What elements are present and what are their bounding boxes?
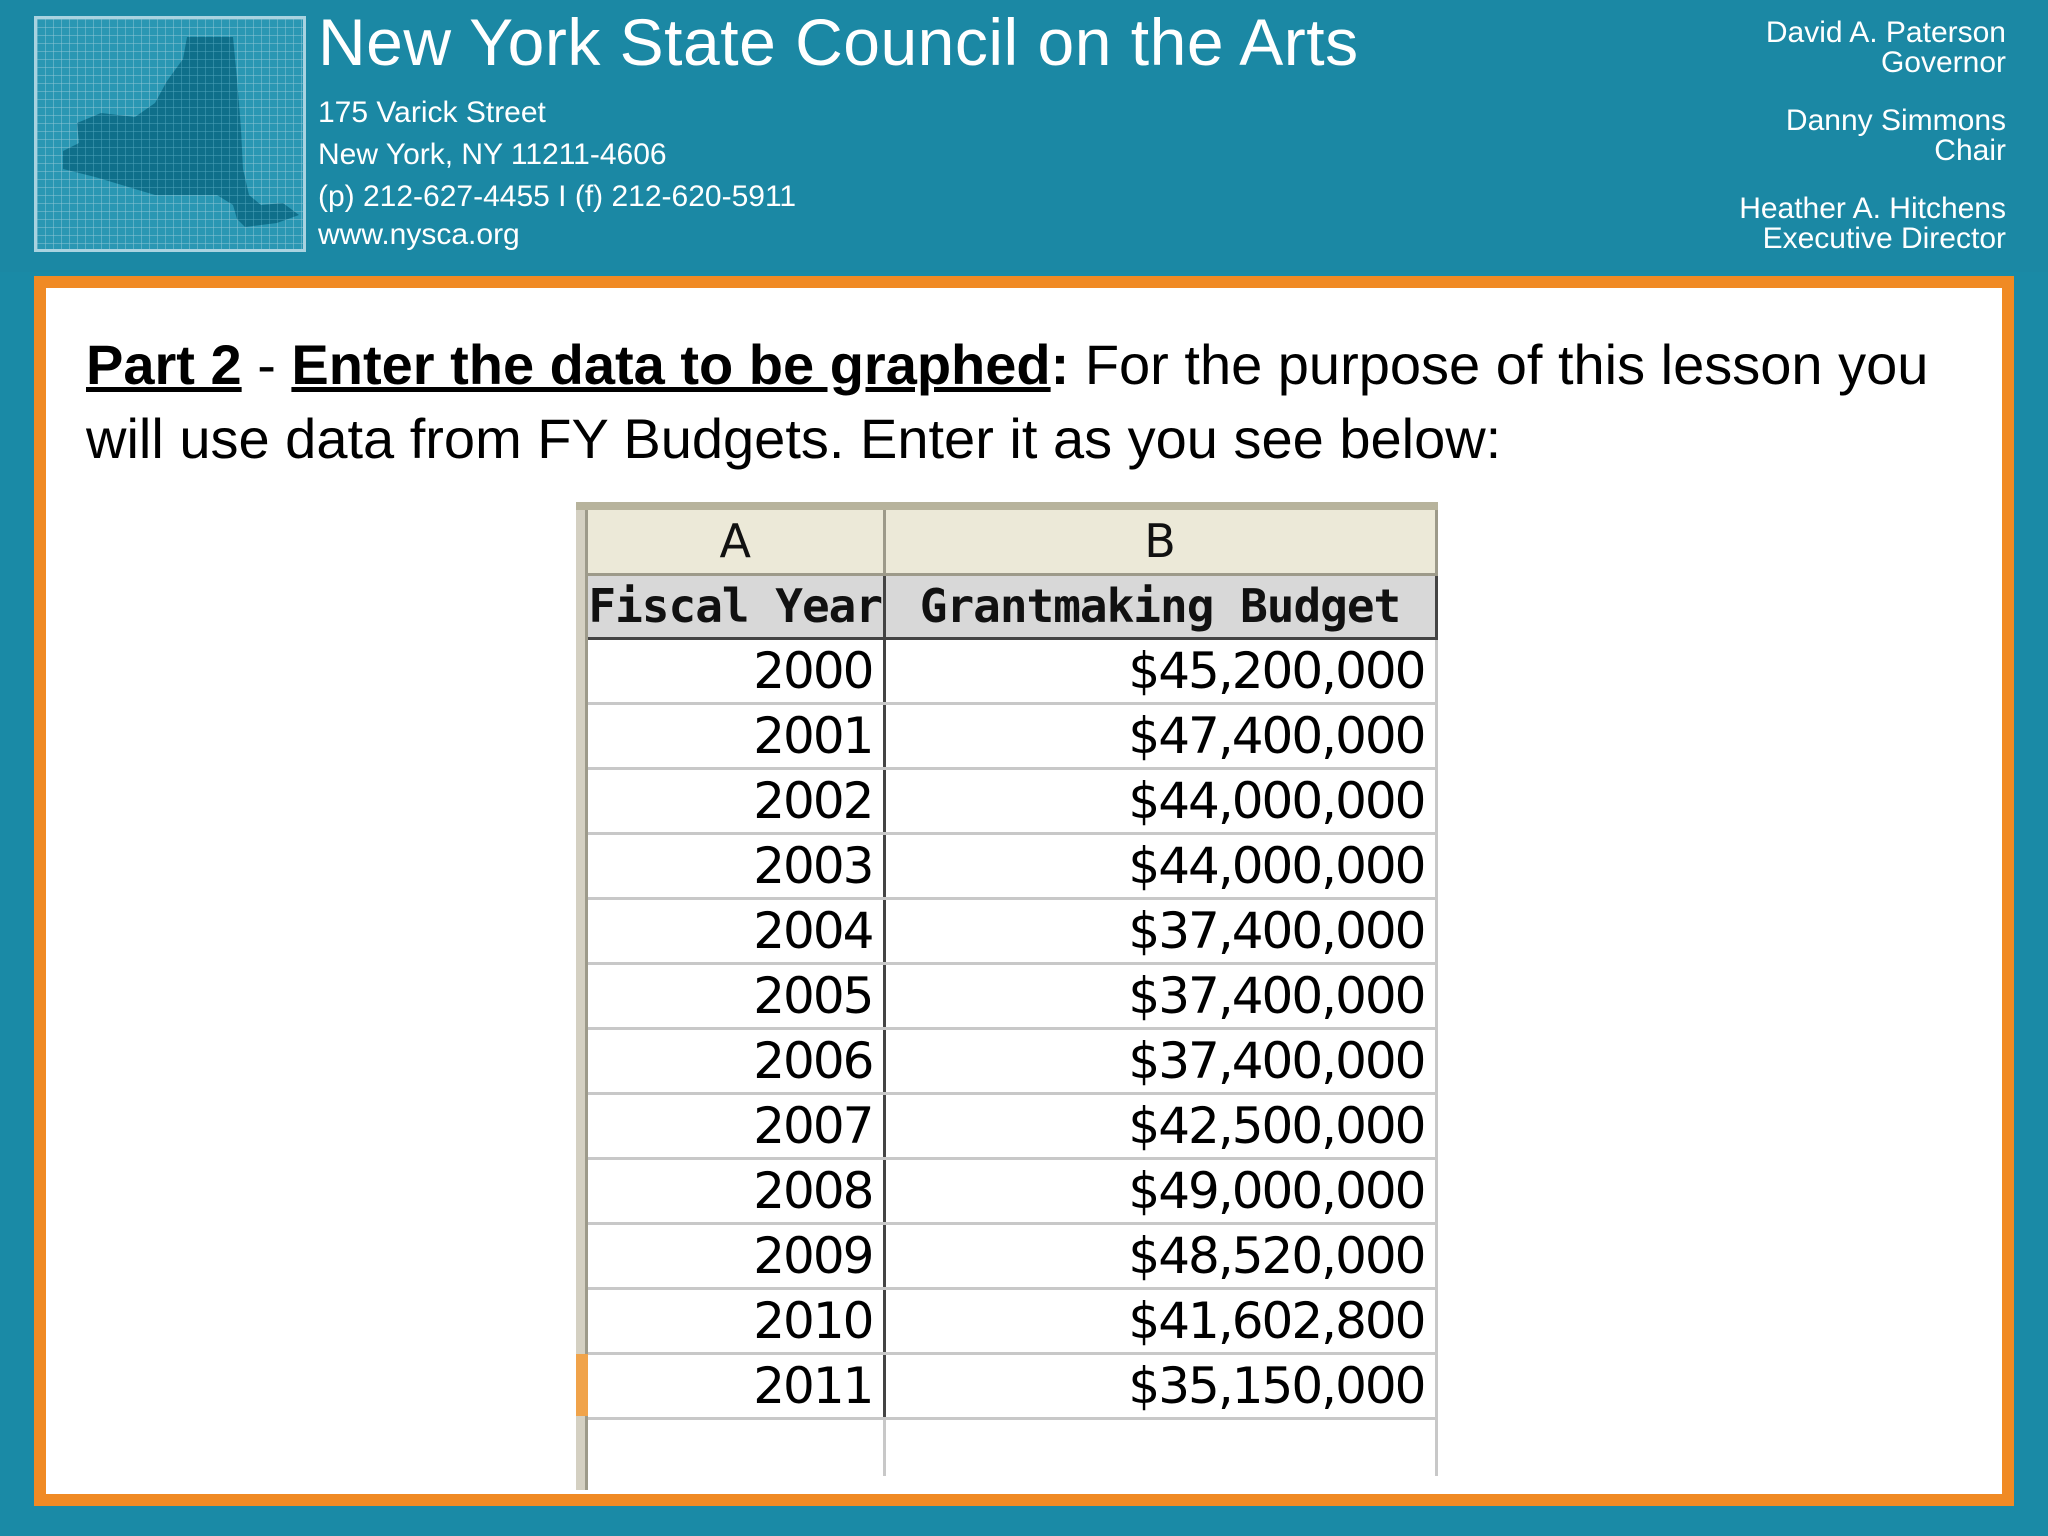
header-cell-fiscal-year[interactable]: Fiscal Year — [588, 574, 884, 638]
empty-row — [588, 1418, 1436, 1476]
selected-row-indicator — [576, 1354, 588, 1416]
content-panel — [34, 276, 2014, 1506]
new-york-state-map-logo — [34, 16, 306, 252]
state-map-icon — [37, 19, 303, 249]
official-name: Danny Simmons — [1785, 104, 2006, 137]
official-title: Governor — [1880, 46, 2006, 79]
field-header-row — [588, 574, 1436, 638]
cell-year[interactable]: 2005 — [588, 963, 884, 1028]
sheet-top-edge — [576, 502, 1438, 510]
part-label: Part 2 — [86, 333, 242, 396]
cell-year[interactable]: 2009 — [588, 1223, 884, 1288]
official-name: Heather A. Hitchens — [1739, 192, 2006, 225]
cell-budget[interactable]: $35,150,000 — [884, 1353, 1436, 1418]
cell-budget[interactable]: $44,000,000 — [884, 768, 1436, 833]
cell-year[interactable]: 2004 — [588, 898, 884, 963]
cell-year[interactable]: 2006 — [588, 1028, 884, 1093]
column-header-a[interactable]: A — [588, 510, 884, 574]
table-row — [588, 1158, 1436, 1223]
part-dash: - — [241, 333, 292, 396]
table-row — [588, 703, 1436, 768]
cell-year[interactable]: 2001 — [588, 703, 884, 768]
table-row — [588, 1093, 1436, 1158]
address-street: 175 Varick Street — [318, 96, 546, 129]
address-phone: (p) 212-627-4455 I (f) 212-620-5911 — [318, 180, 797, 213]
cell-budget[interactable]: $37,400,000 — [884, 1028, 1436, 1093]
official-title: Executive Director — [1762, 222, 2006, 255]
data-table — [588, 510, 1438, 1476]
cell-budget[interactable]: $45,200,000 — [884, 638, 1436, 703]
cell-budget[interactable]: $42,500,000 — [884, 1093, 1436, 1158]
column-letter-row — [588, 510, 1436, 574]
part-heading: Enter the data to be graphed — [291, 333, 1051, 396]
column-header-b[interactable]: B — [884, 510, 1436, 574]
cell-year[interactable]: 2008 — [588, 1158, 884, 1223]
cell-budget[interactable]: $47,400,000 — [884, 703, 1436, 768]
row-header-strip — [576, 510, 588, 1490]
empty-cell-b[interactable] — [884, 1418, 1436, 1476]
official-title: Chair — [1934, 134, 2006, 167]
instructions-text — [86, 328, 1966, 476]
empty-cell-a[interactable] — [588, 1418, 884, 1476]
table-row — [588, 1223, 1436, 1288]
table-row — [588, 638, 1436, 703]
cell-year[interactable]: 2002 — [588, 768, 884, 833]
cell-budget[interactable]: $37,400,000 — [884, 963, 1436, 1028]
cell-year[interactable]: 2003 — [588, 833, 884, 898]
page-header — [0, 0, 2048, 272]
instructions-body: For the purpose of this lesson you will use data from FY Budgets. Enter it as you see below: — [86, 333, 1929, 470]
table-row — [588, 1288, 1436, 1353]
spreadsheet-grid — [576, 502, 1466, 1502]
table-row — [588, 1353, 1436, 1418]
cell-year[interactable]: 2011 — [588, 1353, 884, 1418]
official-chair — [1786, 106, 2006, 166]
organization-title: New York State Council on the Arts — [318, 5, 1359, 79]
table-row — [588, 898, 1436, 963]
cell-year[interactable]: 2000 — [588, 638, 884, 703]
table-row — [588, 1028, 1436, 1093]
cell-budget[interactable]: $41,602,800 — [884, 1288, 1436, 1353]
website-link[interactable]: www.nysca.org — [318, 218, 520, 251]
official-name: David A. Paterson — [1765, 16, 2006, 49]
table-row — [588, 833, 1436, 898]
cell-budget[interactable]: $37,400,000 — [884, 898, 1436, 963]
table-row — [588, 768, 1436, 833]
cell-budget[interactable]: $48,520,000 — [884, 1223, 1436, 1288]
table-row — [588, 963, 1436, 1028]
part-colon: : — [1050, 333, 1070, 396]
official-governor — [1766, 18, 2006, 78]
official-executive-director — [1739, 194, 2006, 254]
cell-budget[interactable]: $49,000,000 — [884, 1158, 1436, 1223]
address-city: New York, NY 11211-4606 — [318, 138, 667, 171]
cell-budget[interactable]: $44,000,000 — [884, 833, 1436, 898]
header-cell-grantmaking-budget[interactable]: Grantmaking Budget — [884, 574, 1436, 638]
cell-year[interactable]: 2007 — [588, 1093, 884, 1158]
cell-year[interactable]: 2010 — [588, 1288, 884, 1353]
